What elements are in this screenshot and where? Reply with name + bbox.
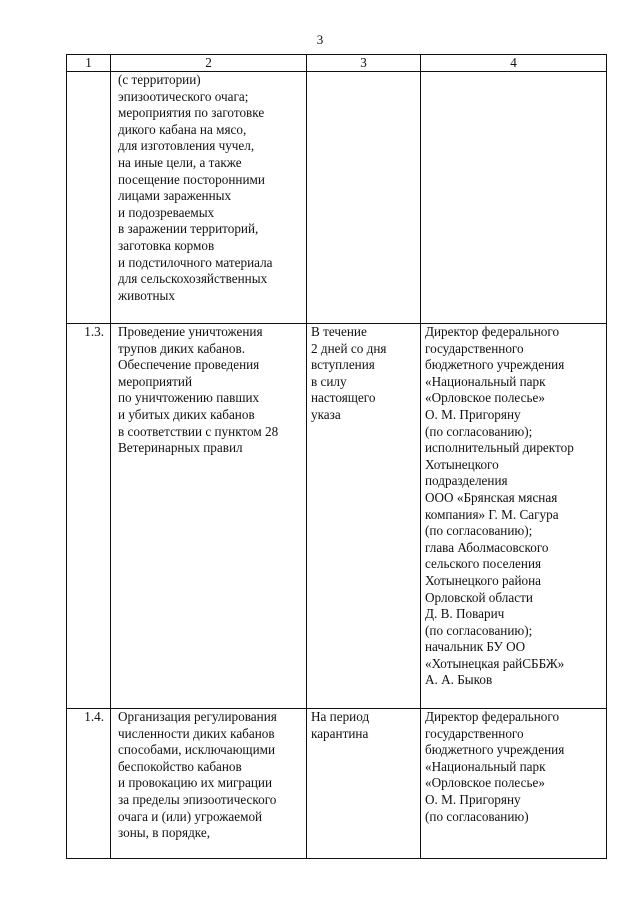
text-line: Хотынецкого района: [425, 572, 542, 588]
measure-text: [111, 324, 307, 709]
text-line: (по согласованию);: [425, 622, 533, 638]
text-line: Директор федерального: [425, 709, 560, 724]
row-number: 1.3.: [67, 324, 111, 709]
row-number: [67, 72, 111, 324]
text-line: (по согласованию): [425, 808, 529, 824]
page-number: 3: [316, 32, 324, 47]
text-line: очага и (или) угрожаемой: [118, 808, 263, 824]
text-line: Проведение уничтожения: [118, 324, 263, 339]
measures-table: [66, 54, 607, 859]
text-line: Орловской области: [425, 589, 533, 605]
text-line: «Орловское полесье»: [425, 390, 545, 406]
text-line: глава Аболмасовского: [425, 539, 549, 555]
header-col-4: 4: [421, 55, 607, 72]
text-line: и подстилочного материала: [118, 254, 273, 270]
text-line: указа: [311, 406, 341, 422]
text-line: для изготовления чучел,: [118, 138, 255, 154]
text-line: беспокойство кабанов: [118, 758, 242, 774]
text-line: О. М. Пригоряну: [425, 791, 521, 807]
text-line: способами, исключающими: [118, 742, 276, 758]
text-line: Директор федерального: [425, 324, 560, 339]
text-line: Хотынецкого: [425, 456, 499, 472]
text-line: начальник БУ ОО: [425, 639, 526, 655]
text-line: в соответствии с пунктом 28: [118, 423, 279, 439]
text-line: «Хотынецкая райСББЖ»: [425, 655, 565, 671]
text-line: 2 дней со дня: [311, 340, 387, 356]
text-line: карантина: [311, 725, 369, 741]
text-line: и подозреваемых: [118, 204, 215, 220]
text-line: за пределы эпизоотического: [118, 791, 277, 807]
text-line: численности диких кабанов: [118, 725, 275, 741]
text-line: «Орловское полесье»: [425, 775, 545, 791]
text-line: дикого кабана на мясо,: [118, 121, 247, 137]
header-col-3: 3: [307, 55, 421, 72]
text-line: компания» Г. М. Сагура: [425, 506, 559, 522]
measure-text: [111, 72, 307, 324]
text-line: О. М. Пригоряну: [425, 406, 521, 422]
text-line: В течение: [311, 324, 367, 339]
text-line: На период: [311, 709, 370, 724]
text-line: трупов диких кабанов.: [118, 340, 246, 356]
table-header-row: [67, 55, 607, 72]
table-row: [67, 709, 607, 859]
responsible-text: [421, 324, 607, 709]
text-line: (по согласованию);: [425, 423, 533, 439]
text-line: государственного: [425, 340, 524, 356]
text-line: и убитых диких кабанов: [118, 406, 255, 422]
text-line: бюджетного учреждения: [425, 742, 565, 758]
text-line: лицами зараженных: [118, 188, 232, 204]
text-line: исполнительный директор: [425, 440, 574, 456]
text-line: ООО «Брянская мясная: [425, 489, 558, 505]
measure-text: [111, 709, 307, 859]
text-line: эпизоотического очага;: [118, 88, 249, 104]
text-line: в силу: [311, 373, 347, 389]
text-line: животных: [118, 287, 175, 303]
text-line: Обеспечение проведения: [118, 357, 260, 373]
text-line: Ветеринарных правил: [118, 440, 243, 456]
text-line: вступления: [311, 357, 375, 373]
responsible-text: [421, 709, 607, 859]
text-line: и провокацию их миграции: [118, 775, 273, 791]
text-line: мероприятия по заготовке: [118, 105, 265, 121]
header-col-2: 2: [111, 55, 307, 72]
text-line: «Национальный парк: [425, 373, 546, 389]
responsible-text: [421, 72, 607, 324]
text-line: государственного: [425, 725, 524, 741]
header-col-1: 1: [67, 55, 111, 72]
row-number: 1.4.: [67, 709, 111, 859]
text-line: по уничтожению павших: [118, 390, 260, 406]
text-line: в заражении территорий,: [118, 221, 259, 237]
table-row: [67, 72, 607, 324]
text-line: бюджетного учреждения: [425, 357, 565, 373]
deadline-text: [307, 72, 421, 324]
text-line: подразделения: [425, 473, 508, 489]
text-line: «Национальный парк: [425, 758, 546, 774]
table-body: [67, 72, 607, 859]
text-line: заготовка кормов: [118, 237, 215, 253]
text-line: зоны, в порядке,: [118, 825, 211, 841]
text-line: посещение посторонними: [118, 171, 265, 187]
text-line: для сельскохозяйственных: [118, 271, 268, 287]
text-line: А. А. Быков: [425, 672, 493, 688]
text-line: настоящего: [311, 390, 376, 406]
text-line: (с территории): [118, 72, 201, 87]
text-line: сельского поселения: [425, 556, 542, 572]
text-line: Организация регулирования: [118, 709, 277, 724]
table-row: [67, 324, 607, 709]
text-line: Д. В. Поварич: [425, 606, 505, 622]
text-line: мероприятий: [118, 373, 193, 389]
text-line: (по согласованию);: [425, 523, 533, 539]
deadline-text: [307, 324, 421, 709]
deadline-text: [307, 709, 421, 859]
text-line: на иные цели, а также: [118, 154, 242, 170]
